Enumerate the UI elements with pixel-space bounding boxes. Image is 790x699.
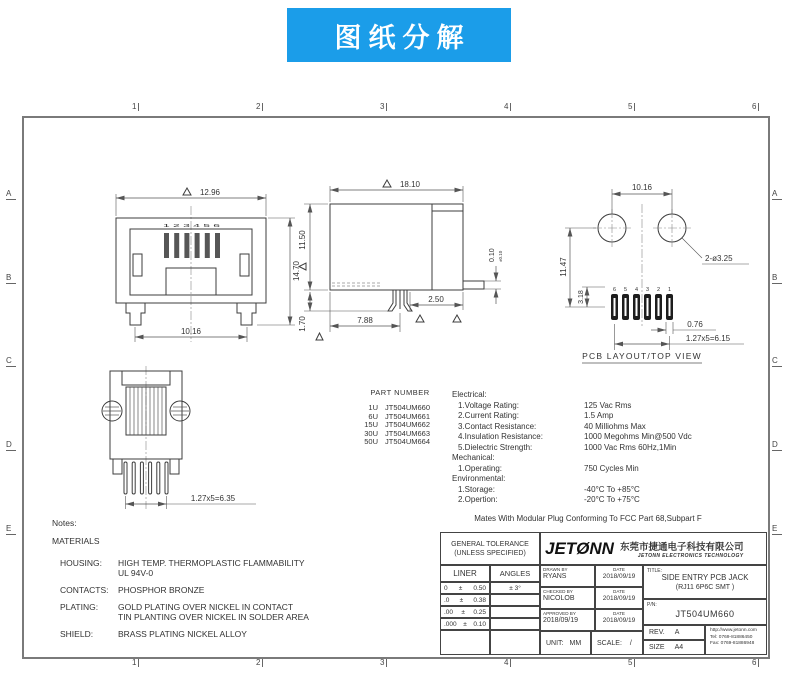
part-number-row: 6U JT504UM661 xyxy=(368,411,431,421)
specifications xyxy=(452,390,744,506)
unit-cell: UNIT: MM xyxy=(540,631,591,655)
spec-row: 1.Voltage Rating: 125 Vac Rms xyxy=(458,400,632,410)
page-banner xyxy=(287,8,511,62)
scale-cell: SCALE: / xyxy=(591,631,643,655)
dim-label: 11.50 xyxy=(298,230,307,250)
drawing-title-line1: SIDE ENTRY PCB JACK xyxy=(661,573,749,582)
dim-label: 11.47 xyxy=(559,257,568,277)
pcb-dim-pad-width xyxy=(651,320,716,334)
pcb-layout-drawing xyxy=(532,174,770,366)
front-view-drawing xyxy=(86,176,316,344)
tolerance-empty xyxy=(490,630,540,655)
part-number-title: PART NUMBER xyxy=(370,388,430,397)
pcb-view-caption: PCB LAYOUT/TOP VIEW xyxy=(582,351,702,361)
material-row: SHIELD: BRASS PLATING NICKEL ALLOY xyxy=(60,629,247,639)
revision-triangle-icon xyxy=(416,315,424,322)
spec-row: 3.Contact Resistance: 40 Milliohms Max xyxy=(458,421,646,431)
drawn-date-cell: DATE 2018/09/19 xyxy=(595,565,643,587)
dim-label: 1.70 xyxy=(298,316,307,332)
material-row: HOUSING: HIGH TEMP. THERMOPLASTIC FLAMMABILITY UL 94V-0 xyxy=(60,558,305,578)
grid-col-label: 3 xyxy=(380,101,387,111)
company-fax: Fax: 0769-81886948 xyxy=(710,641,755,646)
dim-label: 14.70 xyxy=(292,260,301,282)
svg-text:3: 3 xyxy=(645,287,650,293)
tolerance-row: .0 ± 0.38 xyxy=(440,594,490,606)
notes-title: Notes: xyxy=(52,518,77,528)
dim-label: 0.76 xyxy=(687,320,703,329)
grid-col-label: 1 xyxy=(132,101,139,111)
part-number-row: 50U JT504UM664 xyxy=(364,437,431,447)
dim-label: 7.88 xyxy=(357,316,373,325)
dim-label: 10.16 xyxy=(180,327,202,336)
grid-row-label: D xyxy=(6,440,16,451)
front-dim-bottom-width xyxy=(135,327,247,342)
liner-heading: LINER xyxy=(440,565,490,582)
side-dim-170 xyxy=(298,292,392,340)
grid-row-label: D xyxy=(772,440,782,451)
material-row: PLATING: GOLD PLATING OVER NICKEL IN CONTACT TIN PLANTING OVER NICKEL IN SOLDER AREA xyxy=(60,602,309,622)
side-dim-788 xyxy=(330,292,400,332)
angles-empty xyxy=(490,606,540,618)
checked-date-cell: DATE 2018/09/19 xyxy=(595,587,643,609)
grid-col-label: 3 xyxy=(380,657,387,667)
bottom-dim-pitch xyxy=(126,494,257,509)
spec-row: 1.Storage: -40°C To +85°C xyxy=(458,484,640,494)
side-dim-left-height xyxy=(298,204,328,290)
dim-label: 1.27x5=6.15 xyxy=(685,334,731,343)
title-block xyxy=(440,532,767,655)
drawing-title-cell: TITLE: SIDE ENTRY PCB JACK (RJ11 6P6C SMT ) xyxy=(643,565,767,599)
spec-row: 5.Dielectric Strength: 1000 Vac Rms 60Hz,1Min xyxy=(458,442,677,452)
svg-text:5: 5 xyxy=(623,287,628,293)
fcc-footnote: Mates With Modular Plug Conforming To FCC Part 68,Subpart F xyxy=(474,514,702,523)
jetonn-logo: JETØNN xyxy=(545,538,614,558)
part-number-row: 15U JT504UM662 xyxy=(364,420,431,430)
grid-col-label: 4 xyxy=(504,101,511,111)
front-dim-height xyxy=(257,218,301,325)
approved-date-cell: DATE 2018/09/19 xyxy=(595,609,643,631)
svg-text:2: 2 xyxy=(656,287,661,293)
drawing-title-line2: (RJ11 6P6C SMT ) xyxy=(675,584,735,591)
grid-col-label: 4 xyxy=(504,657,511,667)
revision-triangle-icon xyxy=(383,180,391,187)
angles-empty xyxy=(490,594,540,606)
dim-label: 12.96 xyxy=(199,188,221,197)
grid-col-label: 6 xyxy=(752,101,759,111)
size-cell: SIZE A4 xyxy=(643,640,705,655)
tolerance-header: GENERAL TOLERANCE (UNLESS SPECIFIED) xyxy=(440,532,540,565)
dim-label: 18.10 xyxy=(399,180,421,189)
dim-tolerance-label: ±0.10 xyxy=(498,250,503,262)
electrical-heading: Electrical: xyxy=(452,390,487,399)
grid-row-label: C xyxy=(772,356,782,367)
side-view-drawing xyxy=(298,170,513,345)
grid-row-label: C xyxy=(6,356,16,367)
company-website: http://www.jetonn.com xyxy=(710,628,757,633)
part-number-row: 30U JT504UM663 xyxy=(364,428,431,438)
tolerance-row: 0 ± 0.50 xyxy=(440,582,490,594)
revision-triangle-icon xyxy=(453,315,461,322)
holes-callout xyxy=(682,238,749,264)
grid-col-label: 2 xyxy=(256,101,263,111)
grid-col-label: 5 xyxy=(628,657,635,667)
dim-label: 1.27x5=6.35 xyxy=(190,494,236,503)
material-row: CONTACTS: PHOSPHOR BRONZE xyxy=(60,585,205,595)
contact-cell xyxy=(705,625,767,655)
checked-by-cell: CHECKED BY NICOLOB xyxy=(540,587,595,609)
dim-label: 0.10 xyxy=(489,248,496,262)
revision-triangle-icon xyxy=(316,333,323,340)
tolerance-row: .000 ± 0.10 xyxy=(440,618,490,630)
spec-row: 2.Opertion: -20°C To +75°C xyxy=(458,495,640,504)
grid-row-label: B xyxy=(772,273,782,284)
grid-row-label: E xyxy=(6,524,16,535)
grid-col-label: 6 xyxy=(752,657,759,667)
holes-callout-label: 2-ø3.25 xyxy=(705,254,733,263)
part-number-row: 1U JT504UM660 xyxy=(368,403,431,412)
spec-row: 1.Operating: 750 Cycles Min xyxy=(458,463,639,473)
revision-cell: REV. A xyxy=(643,625,705,640)
grid-row-label: E xyxy=(772,524,782,535)
grid-row-label: A xyxy=(6,189,16,200)
svg-text:4: 4 xyxy=(634,287,639,293)
dim-label: 10.16 xyxy=(631,183,653,192)
svg-text:1: 1 xyxy=(667,287,672,293)
banner-title: 图纸分解 xyxy=(334,22,471,53)
svg-text:6: 6 xyxy=(612,287,617,293)
notes-materials xyxy=(52,518,382,646)
pcb-dim-318 xyxy=(578,287,605,307)
tolerance-empty xyxy=(440,630,490,655)
grid-row-label: B xyxy=(6,273,16,284)
grid-col-label: 5 xyxy=(628,101,635,111)
company-header xyxy=(540,532,767,565)
pcb-dim-pitch xyxy=(615,324,745,350)
part-number-cell: P/N: JT504UM660 xyxy=(643,599,767,625)
spec-row: 4.Insulation Resistance: 1000 Megohms Min@500 Vdc xyxy=(458,432,692,441)
grid-col-label: 1 xyxy=(132,657,139,667)
materials-heading: MATERIALS xyxy=(52,536,100,546)
spec-row: 2.Current Rating: 1.5 Amp xyxy=(458,411,614,420)
drawn-by-cell: DRAWN BY RYANS xyxy=(540,565,595,587)
side-dim-top-width xyxy=(330,180,463,202)
tolerance-row: .00 ± 0.25 xyxy=(440,606,490,618)
approved-by-cell: APPROVED BY 2018/09/19 xyxy=(540,609,595,631)
part-number-table xyxy=(352,388,448,447)
revision-triangle-icon xyxy=(299,263,306,270)
angles-value: ± 3° xyxy=(490,582,540,594)
company-tel: Tel: 0769-81886450 xyxy=(710,634,753,640)
environmental-heading: Environmental: xyxy=(452,474,506,483)
side-dim-010 xyxy=(453,248,503,322)
mechanical-heading: Mechanical: xyxy=(452,453,495,462)
company-name-en: JETONN ELECTRONICS TECHNOLOGY xyxy=(637,552,744,559)
revision-triangle-icon xyxy=(183,188,191,195)
front-pin-numbers: 1 2 3 4 5 6 xyxy=(163,223,222,228)
company-name-cn: 东莞市捷通电子科技有限公司 xyxy=(619,541,744,553)
grid-col-label: 2 xyxy=(256,657,263,667)
angles-heading: ANGLES xyxy=(490,565,540,582)
part-number-value: JT504UM660 xyxy=(675,609,735,619)
dim-label: 2.50 xyxy=(428,295,444,304)
bottom-view-drawing xyxy=(88,366,263,511)
dim-label: 3.18 xyxy=(578,290,585,304)
grid-row-label: A xyxy=(772,189,782,200)
angles-empty xyxy=(490,618,540,630)
side-body-outline xyxy=(330,204,484,311)
